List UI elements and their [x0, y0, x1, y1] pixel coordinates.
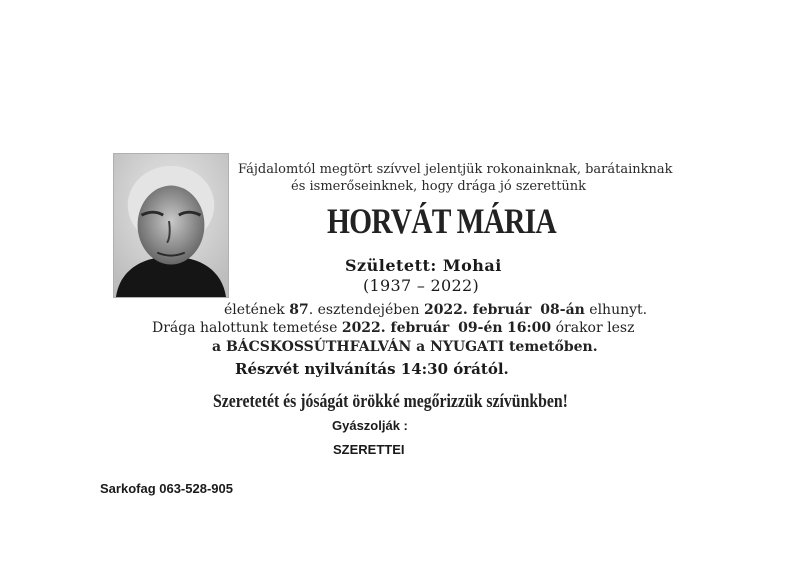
funeral-date: 2022. február: [341, 320, 450, 336]
death-line: [224, 302, 647, 318]
intro-line-2: és ismerőseinknek, hogy drága jó szerettünk: [291, 179, 587, 194]
death-post: elhunyt.: [584, 302, 648, 318]
mourners-label: Gyászolják :: [332, 418, 408, 433]
funeral-time: 16:00: [507, 320, 552, 336]
memorial-motto: Szeretetét és jóságát örökké megőrizzük szívünkben!: [213, 391, 568, 412]
funeral-line: [152, 320, 634, 336]
portrait-image: [114, 154, 228, 297]
mourners-relatives: SZERETTEI: [333, 442, 405, 457]
death-date: 2022. február: [423, 302, 532, 318]
death-day: 08-án: [540, 302, 585, 318]
intro-line-1: Fájdalomtól megtört szívvel jelentjük rokonainknak, barátainknak: [238, 162, 673, 177]
death-mid: . esztendejében: [308, 302, 424, 318]
funeral-agency: Sarkofag 063-528-905: [100, 481, 233, 496]
death-gap: [531, 302, 540, 318]
funeral-place: a BÁCSKOSSÚTHFALVÁN a NYUGATI temetőben.: [212, 339, 598, 355]
funeral-post: órakor lesz: [551, 320, 635, 336]
life-years: (1937 – 2022): [363, 276, 479, 295]
condolence-time: Részvét nyilvánítás 14:30 órától.: [235, 360, 509, 378]
birth-name: Született: Mohai: [345, 256, 502, 275]
funeral-gap: [449, 320, 458, 336]
death-pre: életének: [224, 302, 290, 318]
deceased-name: HORVÁT MÁRIA: [327, 201, 556, 241]
portrait-photo: [113, 153, 229, 298]
funeral-pre: Drága halottunk temetése: [152, 320, 342, 336]
funeral-day: 09-én: [458, 320, 503, 336]
death-age: 87: [289, 302, 309, 318]
